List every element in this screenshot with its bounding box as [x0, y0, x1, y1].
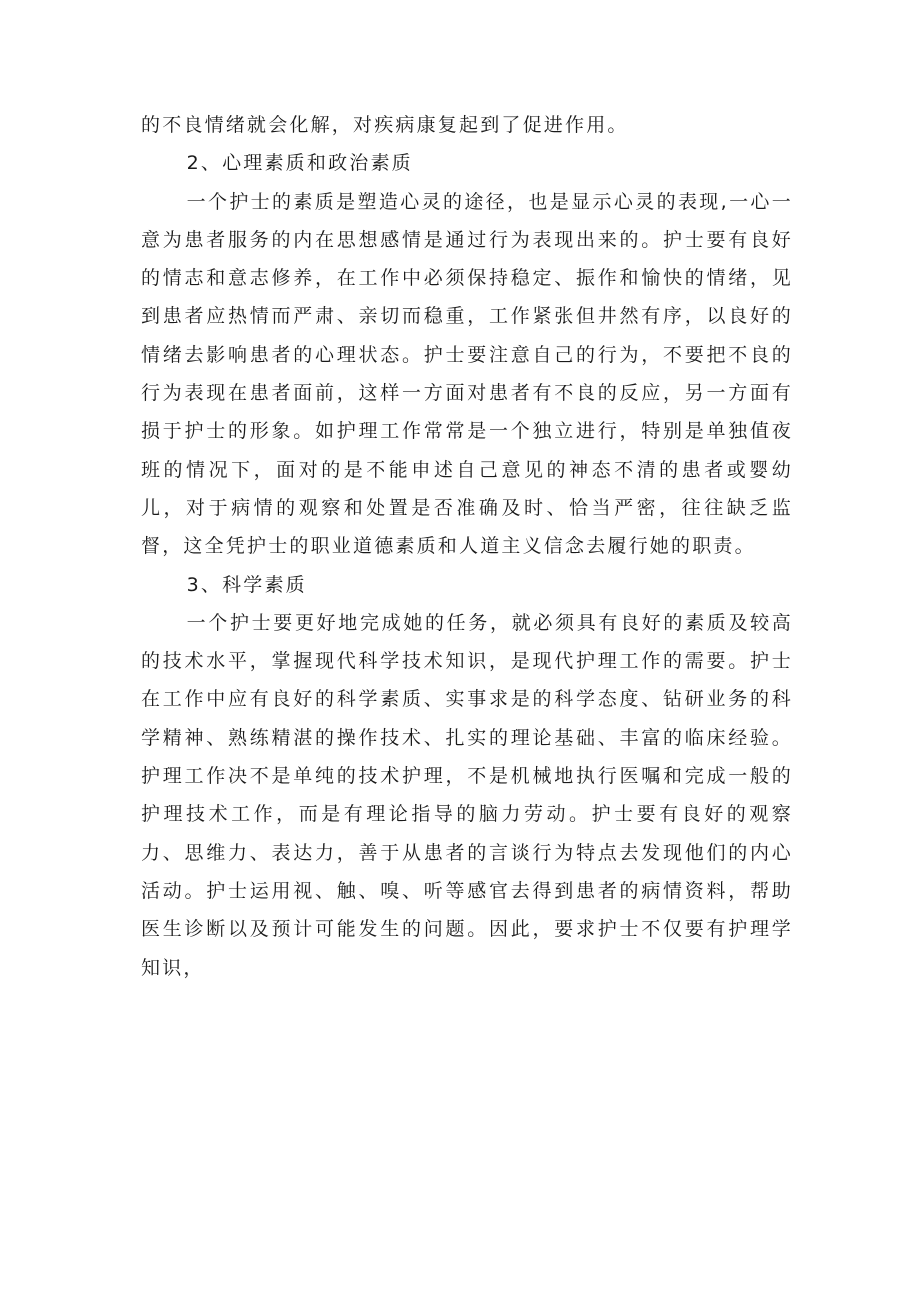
paragraph-psychological-quality: 一个护士的素质是塑造心灵的途径，也是显示心灵的表现,一心一意为患者服务的内在思想感情是通过行为表现出来的。护士要有良好的情志和意志修养，在工作中必须保持稳定、振作和愉快的情绪，见到患者应热情而严肃、亲切而稳重，工作紧张但井然有序，以良好的情绪去影响患者的心理状态。护士要注意自己的行为，不要把不良的行为表现在患者面前，这样一方面对患者有不良的反应，另一方面有损于护士的形象。如护理工作常常是一个独立进行，特别是单独值夜班的情况下，面对的是不能申述自己意见的神态不清的患者或婴幼儿，对于病情的观察和处置是否准确及时、恰当严密，往往缺乏监督，这全凭护士的职业道德素质和人道主义信念去履行她的职责。: [141, 190, 793, 558]
paragraph-scientific-quality: 一个护士要更好地完成她的任务，就必须具有良好的素质及较高的技术水平，掌握现代科学技术知识，是现代护理工作的需要。护士在工作中应有良好的科学素质、实事求是的科学态度、钻研业务的科学精神、熟练精湛的操作技术、扎实的理论基础、丰富的临床经验。护理工作决不是单纯的技术护理，不是机械地执行医嘱和完成一般的护理技术工作，而是有理论指导的脑力劳动。护士要有良好的观察力、思维力、表达力，善于从患者的言谈行为特点去发现他们的内心活动。护士运用视、触、嗅、听等感官去得到患者的病情资料，帮助医生诊断以及预计可能发生的问题。因此，要求护士不仅要有护理学知识，: [141, 611, 793, 979]
section-heading-scientific: 3、科学素质: [186, 573, 307, 596]
paragraph-continuation: 的不良情绪就会化解，对疾病康复起到了促进作用。: [141, 114, 629, 136]
document-body: [141, 106, 793, 987]
section-heading-psychological-political: 2、心理素质和政治素质: [186, 152, 413, 175]
